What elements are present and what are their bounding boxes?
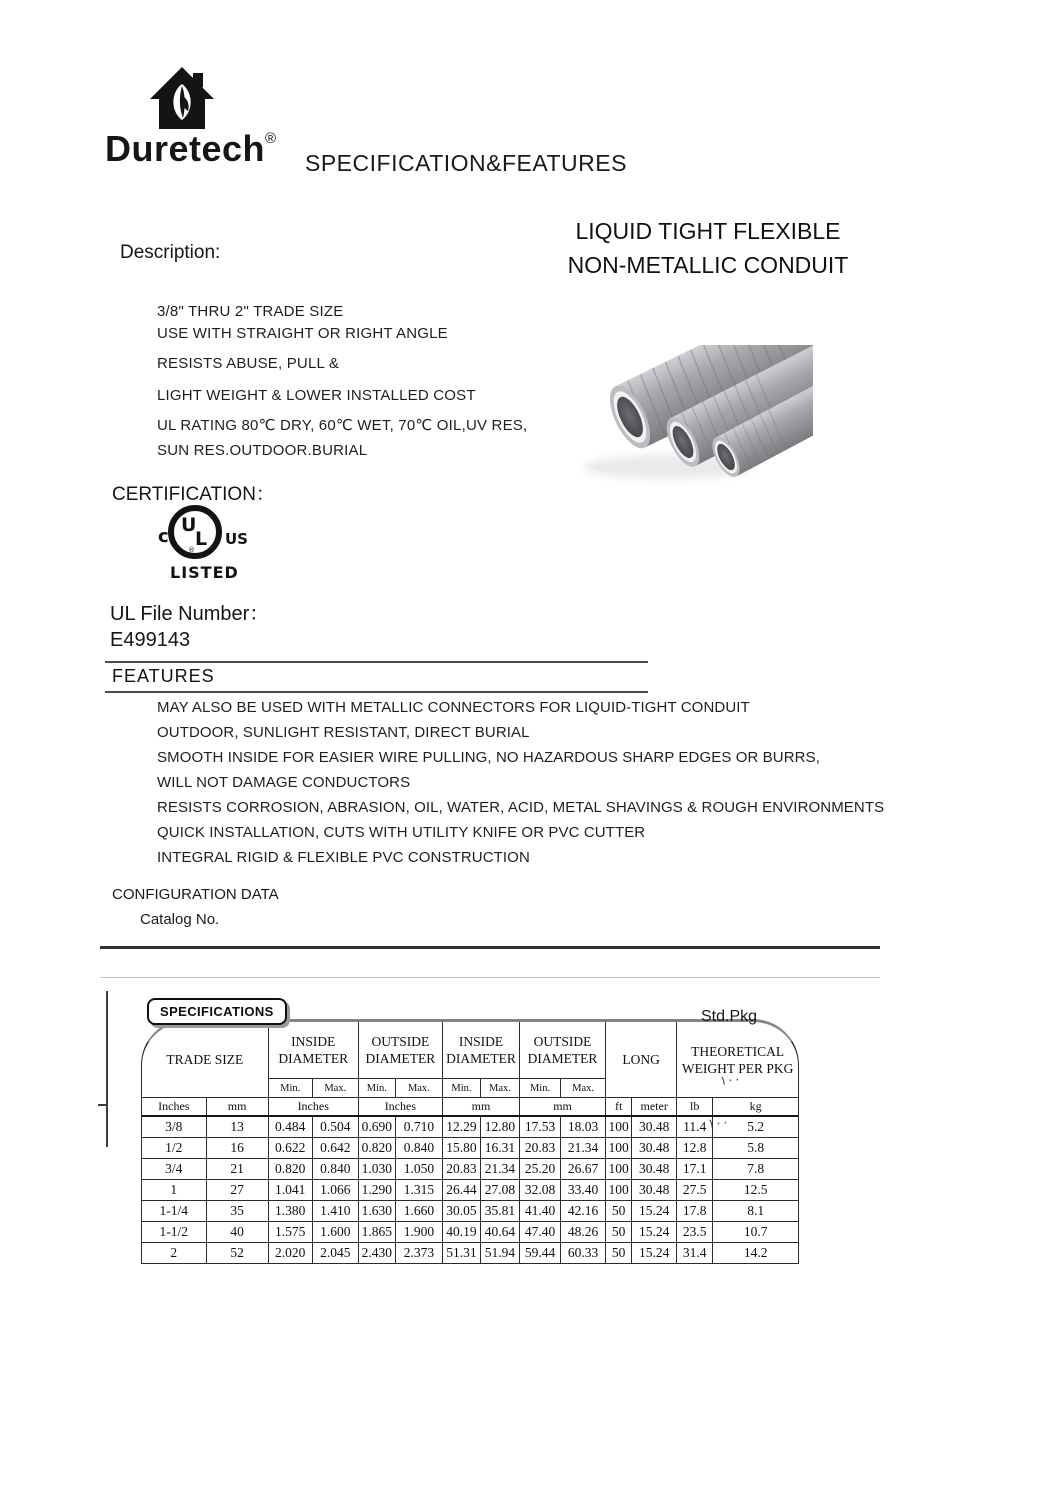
table-cell: 1.041 bbox=[268, 1180, 312, 1201]
table-cell: 1.030 bbox=[358, 1159, 395, 1180]
margin-tick bbox=[98, 1104, 108, 1106]
divider bbox=[105, 691, 648, 693]
table-cell: 59.44 bbox=[520, 1243, 561, 1264]
table-cell: 26.44 bbox=[442, 1180, 480, 1201]
table-cell: 17.1 bbox=[677, 1159, 713, 1180]
table-cell: 27 bbox=[206, 1180, 268, 1201]
table-cell: 0.840 bbox=[312, 1159, 358, 1180]
description-line: UL RATING 80℃ DRY, 60℃ WET, 70℃ OIL,UV RES, bbox=[157, 417, 528, 434]
table-cell: 30.48 bbox=[632, 1116, 677, 1138]
table-cell: 1 bbox=[142, 1180, 206, 1201]
table-cell: 15.24 bbox=[632, 1243, 677, 1264]
table-cell: 1.315 bbox=[395, 1180, 442, 1201]
divider bbox=[105, 661, 648, 663]
description-line: LIGHT WEIGHT & LOWER INSTALLED COST bbox=[157, 387, 476, 404]
specifications-table-wrapper bbox=[141, 1019, 799, 1264]
description-line: 3/8" THRU 2" TRADE SIZE bbox=[157, 303, 344, 320]
header-text: OUTSIDE bbox=[533, 1034, 592, 1049]
table-cell: 0.820 bbox=[268, 1159, 312, 1180]
unit-header: Inches bbox=[142, 1098, 206, 1117]
table-cell: 1.900 bbox=[395, 1222, 442, 1243]
col-header-long: LONG bbox=[606, 1022, 677, 1098]
table-row bbox=[142, 1180, 798, 1201]
table-cell: 1.066 bbox=[312, 1180, 358, 1201]
spec-table-body bbox=[142, 1116, 798, 1263]
table-cell: 10.7 bbox=[713, 1222, 798, 1243]
unit-header: ft bbox=[606, 1098, 632, 1117]
feature-item: WILL NOT DAMAGE CONDUCTORS bbox=[157, 774, 411, 791]
header-text: DIAMETER bbox=[527, 1051, 598, 1066]
minmax-header: Max. bbox=[480, 1079, 519, 1098]
features-heading: FEATURES bbox=[112, 666, 215, 686]
table-cell: 1.660 bbox=[395, 1201, 442, 1222]
svg-text:U: U bbox=[181, 514, 197, 536]
handwritten-mark: ١٠٠ bbox=[719, 1071, 742, 1090]
table-cell: 1.050 bbox=[395, 1159, 442, 1180]
svg-text:®: ® bbox=[188, 546, 195, 554]
table-cell: 3/4 bbox=[142, 1159, 206, 1180]
table-cell: 20.83 bbox=[442, 1159, 480, 1180]
handwritten-mark: ١٠٠ bbox=[707, 1114, 730, 1133]
duretech-house-logo-icon bbox=[146, 66, 218, 134]
table-cell: 11.4 bbox=[677, 1116, 713, 1138]
table-cell: 1-1/2 bbox=[142, 1222, 206, 1243]
feature-item: INTEGRAL RIGID & FLEXIBLE PVC CONSTRUCTION bbox=[157, 849, 530, 866]
table-cell: 50 bbox=[606, 1243, 632, 1264]
minmax-header: Min. bbox=[520, 1079, 561, 1098]
table-cell: 5.8 bbox=[713, 1138, 798, 1159]
minmax-header: Max. bbox=[561, 1079, 606, 1098]
description-line: RESISTS ABUSE, PULL & bbox=[157, 355, 340, 372]
specifications-table bbox=[142, 1022, 798, 1263]
minmax-header: Min. bbox=[442, 1079, 480, 1098]
table-cell: 40 bbox=[206, 1222, 268, 1243]
svg-text:L: L bbox=[195, 528, 208, 550]
table-cell: 30.48 bbox=[632, 1138, 677, 1159]
product-title bbox=[548, 214, 868, 282]
table-cell: 2.020 bbox=[268, 1243, 312, 1264]
table-cell: 21 bbox=[206, 1159, 268, 1180]
description-line: USE WITH STRAIGHT OR RIGHT ANGLE bbox=[157, 325, 448, 342]
table-cell: 17.8 bbox=[677, 1201, 713, 1222]
table-cell: 40.64 bbox=[480, 1222, 519, 1243]
table-cell: 21.34 bbox=[561, 1138, 606, 1159]
table-cell: 100 bbox=[606, 1116, 632, 1138]
catalog-no-label: Catalog No. bbox=[140, 911, 220, 928]
table-cell: 1-1/4 bbox=[142, 1201, 206, 1222]
table-cell: 32.08 bbox=[520, 1180, 561, 1201]
table-cell: 51.94 bbox=[480, 1243, 519, 1264]
feature-item: RESISTS CORROSION, ABRASION, OIL, WATER, ACID, METAL SHAVINGS & ROUGH ENVIRONMENTS bbox=[157, 799, 885, 816]
table-cell: 2.430 bbox=[358, 1243, 395, 1264]
unit-header: meter bbox=[632, 1098, 677, 1117]
table-cell: 35.81 bbox=[480, 1201, 519, 1222]
table-cell: 1.410 bbox=[312, 1201, 358, 1222]
table-cell: 16 bbox=[206, 1138, 268, 1159]
conduit-product-image bbox=[578, 345, 813, 488]
header-text: OUTSIDE bbox=[371, 1034, 430, 1049]
header-text: WEIGHT PER PKG bbox=[681, 1060, 794, 1076]
page-title: SPECIFICATION&FEATURES bbox=[305, 150, 627, 176]
table-cell: 1.630 bbox=[358, 1201, 395, 1222]
table-cell: 23.5 bbox=[677, 1222, 713, 1243]
table-cell: 0.504 bbox=[312, 1116, 358, 1138]
col-header-inside-diameter-mm bbox=[442, 1022, 519, 1079]
table-cell: 1.865 bbox=[358, 1222, 395, 1243]
margin-line bbox=[106, 991, 108, 1147]
table-cell: 51.31 bbox=[442, 1243, 480, 1264]
brand-registered-mark: ® bbox=[265, 130, 277, 147]
table-cell: 16.31 bbox=[480, 1138, 519, 1159]
table-cell: 1.290 bbox=[358, 1180, 395, 1201]
table-cell: 18.03 bbox=[561, 1116, 606, 1138]
svg-text:LISTED: LISTED bbox=[170, 563, 239, 582]
table-row bbox=[142, 1116, 798, 1138]
table-cell: 40.19 bbox=[442, 1222, 480, 1243]
table-cell: 2.373 bbox=[395, 1243, 442, 1264]
table-cell: 27.08 bbox=[480, 1180, 519, 1201]
table-cell: 52 bbox=[206, 1243, 268, 1264]
table-row bbox=[142, 1222, 798, 1243]
header-text: INSIDE bbox=[291, 1034, 336, 1049]
ul-file-number-value: E499143 bbox=[110, 629, 191, 651]
table-cell: 21.34 bbox=[480, 1159, 519, 1180]
table-cell: 3/8 bbox=[142, 1116, 206, 1138]
ul-file-number-label: UL File Number： bbox=[110, 603, 270, 625]
configuration-data-heading: CONFIGURATION DATA bbox=[112, 886, 279, 903]
brand-name bbox=[105, 128, 277, 170]
table-cell: 5.2 bbox=[713, 1116, 798, 1138]
table-cell: 17.53 bbox=[520, 1116, 561, 1138]
table-cell: 42.16 bbox=[561, 1201, 606, 1222]
unit-header: lb bbox=[677, 1098, 713, 1117]
unit-header: Inches bbox=[268, 1098, 358, 1117]
divider bbox=[100, 977, 880, 978]
certification-label: CERTIFICATION： bbox=[112, 484, 275, 505]
feature-item: QUICK INSTALLATION, CUTS WITH UTILITY KNIFE OR PVC CUTTER bbox=[157, 824, 646, 841]
table-cell: 50 bbox=[606, 1222, 632, 1243]
header-text: THEORETICAL bbox=[691, 1043, 785, 1059]
col-header-trade-size: TRADE SIZE bbox=[142, 1022, 268, 1098]
table-cell: 12.29 bbox=[442, 1116, 480, 1138]
table-row bbox=[142, 1243, 798, 1264]
header-text: DIAMETER bbox=[278, 1051, 349, 1066]
table-cell: 0.484 bbox=[268, 1116, 312, 1138]
table-cell: 15.24 bbox=[632, 1222, 677, 1243]
brand-text: Duretech bbox=[105, 128, 266, 169]
table-cell: 35 bbox=[206, 1201, 268, 1222]
col-header-outside-diameter-mm bbox=[520, 1022, 606, 1079]
table-cell: 60.33 bbox=[561, 1243, 606, 1264]
description-label: Description: bbox=[120, 242, 221, 263]
header-text: DIAMETER bbox=[365, 1051, 436, 1066]
header-text: INSIDE bbox=[458, 1034, 504, 1049]
table-cell: 26.67 bbox=[561, 1159, 606, 1180]
minmax-header: Max. bbox=[395, 1079, 442, 1098]
col-header-outside-diameter-inches bbox=[358, 1022, 442, 1079]
table-cell: 13 bbox=[206, 1116, 268, 1138]
table-cell: 33.40 bbox=[561, 1180, 606, 1201]
unit-header: Inches bbox=[358, 1098, 442, 1117]
table-cell: 41.40 bbox=[520, 1201, 561, 1222]
table-cell: 25.20 bbox=[520, 1159, 561, 1180]
table-cell: 1.575 bbox=[268, 1222, 312, 1243]
minmax-header: Min. bbox=[358, 1079, 395, 1098]
table-cell: 0.710 bbox=[395, 1116, 442, 1138]
table-cell: 20.83 bbox=[520, 1138, 561, 1159]
table-cell: 1.380 bbox=[268, 1201, 312, 1222]
feature-item: SMOOTH INSIDE FOR EASIER WIRE PULLING, NO HAZARDOUS SHARP EDGES OR BURRS, bbox=[157, 749, 820, 766]
header-text: DIAMETER bbox=[446, 1051, 516, 1066]
unit-header: mm bbox=[442, 1098, 519, 1117]
table-cell: 0.642 bbox=[312, 1138, 358, 1159]
product-title-line2: NON-METALLIC CONDUIT bbox=[567, 252, 849, 278]
table-cell: 100 bbox=[606, 1159, 632, 1180]
divider bbox=[100, 946, 880, 949]
table-cell: 15.24 bbox=[632, 1201, 677, 1222]
table-cell: 31.4 bbox=[677, 1243, 713, 1264]
table-cell: 0.622 bbox=[268, 1138, 312, 1159]
table-cell: 14.2 bbox=[713, 1243, 798, 1264]
table-cell: 30.05 bbox=[442, 1201, 480, 1222]
svg-text:c: c bbox=[158, 526, 169, 547]
table-cell: 0.690 bbox=[358, 1116, 395, 1138]
table-row bbox=[142, 1201, 798, 1222]
table-cell: 47.40 bbox=[520, 1222, 561, 1243]
table-cell: 50 bbox=[606, 1201, 632, 1222]
table-cell: 15.80 bbox=[442, 1138, 480, 1159]
table-cell: 2.045 bbox=[312, 1243, 358, 1264]
table-cell: 48.26 bbox=[561, 1222, 606, 1243]
table-cell: 1.600 bbox=[312, 1222, 358, 1243]
table-cell: 0.840 bbox=[395, 1138, 442, 1159]
minmax-header: Min. bbox=[268, 1079, 312, 1098]
table-cell: 27.5 bbox=[677, 1180, 713, 1201]
product-title-line1: LIQUID TIGHT FLEXIBLE bbox=[575, 218, 841, 244]
minmax-header: Max. bbox=[312, 1079, 358, 1098]
table-cell: 30.48 bbox=[632, 1159, 677, 1180]
feature-item: OUTDOOR, SUNLIGHT RESISTANT, DIRECT BURIAL bbox=[157, 724, 530, 741]
table-cell: 12.5 bbox=[713, 1180, 798, 1201]
ul-listed-logo-icon bbox=[146, 502, 266, 586]
description-line: SUN RES.OUTDOOR.BURIAL bbox=[157, 442, 368, 459]
table-cell: 0.820 bbox=[358, 1138, 395, 1159]
std-pkg-label: Std.Pkg bbox=[701, 1008, 758, 1025]
table-cell: 12.80 bbox=[480, 1116, 519, 1138]
svg-text:US: US bbox=[225, 530, 248, 548]
table-cell: 12.8 bbox=[677, 1138, 713, 1159]
table-cell: 8.1 bbox=[713, 1201, 798, 1222]
table-cell: 100 bbox=[606, 1180, 632, 1201]
table-cell: 100 bbox=[606, 1138, 632, 1159]
feature-item: MAY ALSO BE USED WITH METALLIC CONNECTORS FOR LIQUID-TIGHT CONDUIT bbox=[157, 699, 750, 716]
col-header-inside-diameter-inches bbox=[268, 1022, 358, 1079]
table-group-header-row bbox=[142, 1022, 798, 1079]
unit-header: mm bbox=[520, 1098, 606, 1117]
table-units-row bbox=[142, 1098, 798, 1117]
unit-header: mm bbox=[206, 1098, 268, 1117]
table-row bbox=[142, 1159, 798, 1180]
specifications-badge: SPECIFICATIONS bbox=[147, 998, 287, 1025]
table-cell: 2 bbox=[142, 1243, 206, 1264]
table-cell: 30.48 bbox=[632, 1180, 677, 1201]
table-cell: 1/2 bbox=[142, 1138, 206, 1159]
unit-header: kg bbox=[713, 1098, 798, 1117]
table-row bbox=[142, 1138, 798, 1159]
table-cell: 7.8 bbox=[713, 1159, 798, 1180]
